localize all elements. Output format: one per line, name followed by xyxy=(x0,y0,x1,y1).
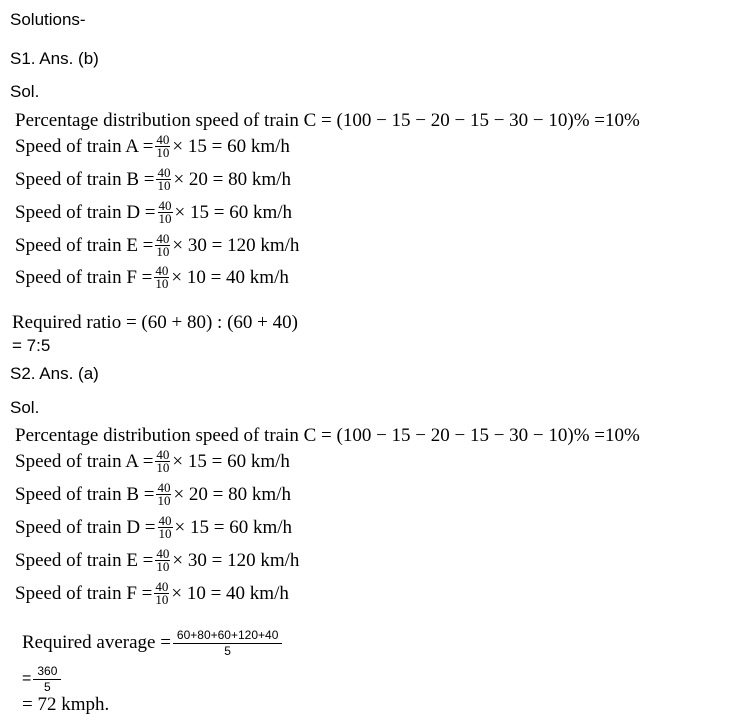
s2-speed-e xyxy=(15,548,299,573)
fraction-denominator: 10 xyxy=(156,460,170,475)
s1-speed-d-label: Speed of train D = xyxy=(15,201,156,223)
fraction-denominator: 10 xyxy=(156,559,170,574)
s2-average-fraction xyxy=(173,628,282,658)
s2-speed-b-fraction xyxy=(156,482,171,507)
fraction-numerator: 40 xyxy=(156,546,170,561)
s1-answer: S1. Ans. (b) xyxy=(10,49,99,68)
s2-speed-f-result: × 10 = 40 km/h xyxy=(171,582,289,604)
s2-speed-f xyxy=(15,581,289,606)
s2-speed-a-label: Speed of train A = xyxy=(15,450,154,472)
s1-speed-a-label: Speed of train A = xyxy=(15,135,154,157)
fraction-denominator: 10 xyxy=(157,493,171,508)
fraction-denominator: 10 xyxy=(155,592,169,607)
s2-sol-label: Sol. xyxy=(10,398,40,417)
solutions-heading: Solutions- xyxy=(10,10,86,29)
s2-speed-e-label: Speed of train E = xyxy=(15,549,154,571)
fraction-numerator: 40 xyxy=(158,513,172,528)
s2-final-answer: = 72 kmph. xyxy=(22,694,110,715)
s2-speed-f-label: Speed of train F = xyxy=(15,582,153,604)
s1-speed-b-label: Speed of train B = xyxy=(15,168,155,190)
fraction-numerator: 60+80+60+120+40 xyxy=(173,628,282,644)
fraction-numerator: 40 xyxy=(155,579,169,594)
s1-speed-a-result: × 15 = 60 km/h xyxy=(172,135,290,157)
s2-speed-a xyxy=(15,449,290,474)
s1-percentage-line: Percentage distribution speed of train C = (100 − 15 − 20 − 15 − 30 − 10)% =10% xyxy=(15,110,640,131)
fraction-denominator: 10 xyxy=(158,211,172,226)
s2-step-fraction xyxy=(33,664,61,694)
s2-percentage-line: Percentage distribution speed of train C = (100 − 15 − 20 − 15 − 30 − 10)% =10% xyxy=(15,425,640,446)
s1-speed-b xyxy=(15,167,291,192)
s1-speed-e xyxy=(15,233,299,258)
fraction-numerator: 40 xyxy=(157,165,171,180)
s2-speed-d-result: × 15 = 60 km/h xyxy=(174,516,293,538)
s1-speed-e-fraction xyxy=(155,233,170,258)
s1-speed-d-fraction xyxy=(158,200,173,225)
s1-speed-b-result: × 20 = 80 km/h xyxy=(173,168,291,190)
s2-speed-e-result: × 30 = 120 km/h xyxy=(172,549,300,571)
s1-speed-b-fraction xyxy=(156,167,171,192)
fraction-numerator: 360 xyxy=(33,664,61,680)
s2-average-label: Required average = xyxy=(22,632,171,653)
fraction-denominator: 10 xyxy=(157,178,171,193)
s1-speed-a-fraction xyxy=(155,134,170,159)
fraction-denominator: 10 xyxy=(155,276,169,291)
s2-speed-b-label: Speed of train B = xyxy=(15,483,155,505)
s2-speed-d xyxy=(15,515,292,540)
s1-required-ratio: Required ratio = (60 + 80) : (60 + 40) xyxy=(12,312,298,333)
s1-speed-d xyxy=(15,200,292,225)
fraction-denominator: 5 xyxy=(224,644,231,658)
fraction-denominator: 5 xyxy=(44,680,51,694)
s1-ratio-result: = 7:5 xyxy=(12,336,51,355)
s2-average-step xyxy=(22,664,63,694)
fraction-denominator: 10 xyxy=(158,526,172,541)
s2-speed-d-fraction xyxy=(158,515,173,540)
s1-speed-f-result: × 10 = 40 km/h xyxy=(171,266,289,288)
s1-speed-f-label: Speed of train F = xyxy=(15,266,153,288)
s2-speed-a-result: × 15 = 60 km/h xyxy=(172,450,290,472)
s2-speed-b xyxy=(15,482,291,507)
s1-speed-a xyxy=(15,134,290,159)
s1-speed-d-result: × 15 = 60 km/h xyxy=(174,201,293,223)
fraction-numerator: 40 xyxy=(156,447,170,462)
s1-sol-label: Sol. xyxy=(10,82,40,101)
s1-speed-e-label: Speed of train E = xyxy=(15,234,154,256)
s2-required-average xyxy=(22,628,284,658)
s2-answer: S2. Ans. (a) xyxy=(10,364,99,383)
s1-speed-f-fraction xyxy=(154,265,169,290)
s2-speed-e-fraction xyxy=(155,548,170,573)
fraction-numerator: 40 xyxy=(155,263,169,278)
fraction-numerator: 40 xyxy=(157,480,171,495)
fraction-numerator: 40 xyxy=(158,198,172,213)
s2-speed-b-result: × 20 = 80 km/h xyxy=(173,483,291,505)
s2-speed-d-label: Speed of train D = xyxy=(15,516,156,538)
s1-speed-e-result: × 30 = 120 km/h xyxy=(172,234,300,256)
s2-speed-a-fraction xyxy=(155,449,170,474)
fraction-denominator: 10 xyxy=(156,145,170,160)
fraction-numerator: 40 xyxy=(156,132,170,147)
s2-speed-f-fraction xyxy=(154,581,169,606)
equals-sign: = xyxy=(22,670,32,687)
s1-speed-f xyxy=(15,265,289,290)
fraction-denominator: 10 xyxy=(156,244,170,259)
fraction-numerator: 40 xyxy=(156,231,170,246)
